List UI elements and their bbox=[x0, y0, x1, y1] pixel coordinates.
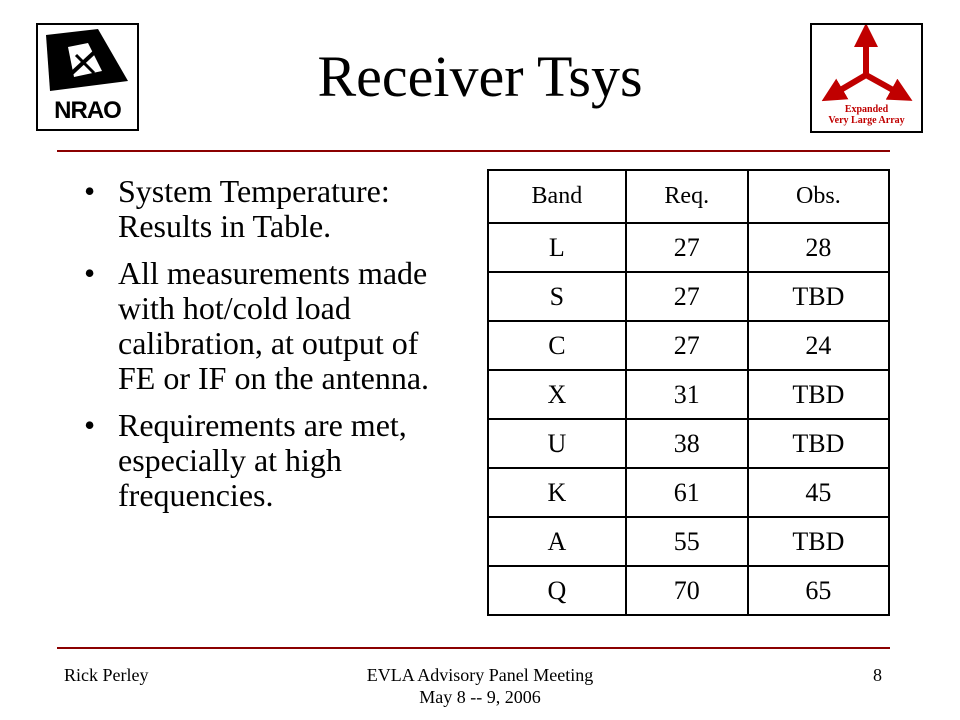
footer-event-title: EVLA Advisory Panel Meeting bbox=[366, 665, 594, 685]
slide-title: Receiver Tsys bbox=[317, 44, 643, 109]
table-header-row bbox=[488, 170, 889, 223]
cell-req: 31 bbox=[626, 370, 748, 419]
table-row bbox=[488, 468, 889, 517]
footer-event bbox=[260, 664, 700, 708]
cell-band: S bbox=[488, 272, 626, 321]
nrao-logo-text: NRAO bbox=[54, 97, 121, 124]
table-row bbox=[488, 370, 889, 419]
column-header-band: Band bbox=[488, 170, 626, 223]
bottom-divider bbox=[57, 647, 890, 649]
cell-obs: 45 bbox=[748, 468, 889, 517]
cell-req: 61 bbox=[626, 468, 748, 517]
cell-obs: 24 bbox=[748, 321, 889, 370]
table-row bbox=[488, 517, 889, 566]
column-header-req: Req. bbox=[626, 170, 748, 223]
cell-req: 70 bbox=[626, 566, 748, 615]
table-row bbox=[488, 566, 889, 615]
cell-band: L bbox=[488, 223, 626, 272]
cell-req: 55 bbox=[626, 517, 748, 566]
cell-req: 27 bbox=[626, 223, 748, 272]
slide-number: 8 bbox=[873, 665, 882, 685]
cell-obs: 65 bbox=[748, 566, 889, 615]
cell-band: U bbox=[488, 419, 626, 468]
tsys-table bbox=[487, 169, 890, 616]
cell-req: 27 bbox=[626, 272, 748, 321]
top-divider bbox=[57, 150, 890, 152]
cell-obs: 28 bbox=[748, 223, 889, 272]
cell-obs: TBD bbox=[748, 517, 889, 566]
bullet-item bbox=[84, 256, 459, 396]
bullet-text: Requirements are met, especially at high frequencies. bbox=[118, 407, 407, 513]
bullet-dot-icon: • bbox=[84, 255, 96, 291]
cell-band: K bbox=[488, 468, 626, 517]
bullet-item bbox=[84, 174, 459, 244]
cell-req: 27 bbox=[626, 321, 748, 370]
table-row bbox=[488, 419, 889, 468]
evla-logo-text bbox=[814, 104, 919, 126]
footer-event-date: May 8 -- 9, 2006 bbox=[419, 687, 541, 707]
evla-logo-line2: Very Large Array bbox=[828, 115, 905, 126]
evla-logo-line1: Expanded bbox=[844, 104, 889, 115]
footer-author: Rick Perley bbox=[64, 665, 149, 685]
column-header-obs: Obs. bbox=[748, 170, 889, 223]
evla-logo bbox=[810, 23, 923, 133]
table-row bbox=[488, 223, 889, 272]
bullet-item bbox=[84, 408, 459, 513]
bullet-text: System Temperature: Results in Table. bbox=[118, 173, 390, 244]
cell-band: X bbox=[488, 370, 626, 419]
table-row bbox=[488, 272, 889, 321]
nrao-logo bbox=[36, 23, 139, 131]
cell-obs: TBD bbox=[748, 272, 889, 321]
cell-band: C bbox=[488, 321, 626, 370]
cell-obs: TBD bbox=[748, 419, 889, 468]
table-row bbox=[488, 321, 889, 370]
bullet-dot-icon: • bbox=[84, 407, 96, 443]
bullet-text: All measurements made with hot/cold load calibration, at output of FE or IF on the antenna. bbox=[118, 255, 430, 396]
cell-req: 38 bbox=[626, 419, 748, 468]
bullet-dot-icon: • bbox=[84, 173, 96, 209]
cell-obs: TBD bbox=[748, 370, 889, 419]
cell-band: A bbox=[488, 517, 626, 566]
cell-band: Q bbox=[488, 566, 626, 615]
bullet-list bbox=[84, 174, 459, 525]
